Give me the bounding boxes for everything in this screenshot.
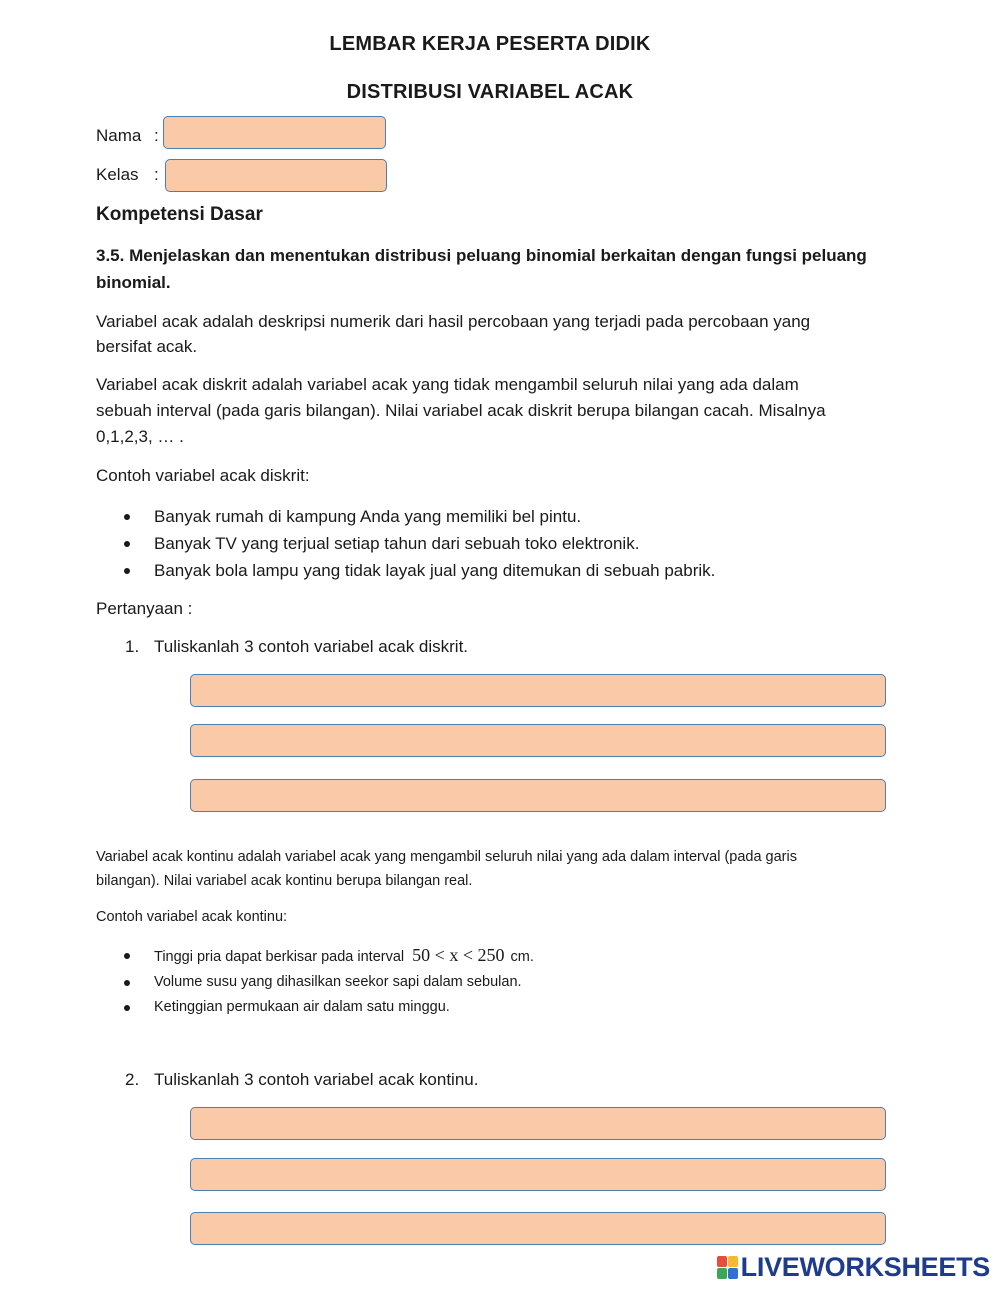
continuous-examples-heading: Contoh variabel acak kontinu: [96,909,288,925]
continuous-def-line-2: bilangan). Nilai variabel acak kontinu berupa bilangan real. [96,873,473,889]
intro-p1-line-1: Variabel acak adalah deskripsi numerik dari hasil percobaan yang terjadi pada percobaan yang [96,312,811,331]
competency-heading: Kompetensi Dasar [96,204,263,225]
q2-answer-2-input[interactable] [190,1158,886,1191]
intro-p1-line-2: bersifat acak. [96,337,198,356]
continuous-item-1-math: 50 < x < 250 [412,945,505,965]
liveworksheets-logo-icon [717,1256,739,1280]
name-label: Nama [96,126,142,145]
class-input[interactable] [165,159,387,192]
q1-answer-3-input[interactable] [190,779,886,812]
continuous-item-1-unit: cm. [510,949,534,965]
list-item: Volume susu yang dihasilkan seekor sapi dalam sebulan. [96,970,534,995]
list-item [96,943,534,970]
list-item: Banyak bola lampu yang tidak layak jual yang ditemukan di sebuah pabrik. [96,557,715,584]
class-label: Kelas [96,165,139,184]
name-colon: : [154,126,159,145]
list-item: Banyak TV yang terjual setiap tahun dari sebuah toko elektronik. [96,530,715,557]
q2-answer-1-input[interactable] [190,1107,886,1140]
intro-p2-line-1: Variabel acak diskrit adalah variabel acak yang tidak mengambil seluruh nilai yang ada dalam [96,375,799,394]
q1-answer-2-input[interactable] [190,724,886,757]
question-1-number: 1. [125,637,140,656]
q2-answer-3-input[interactable] [190,1212,886,1245]
question-2-number: 2. [125,1070,140,1089]
questions-heading: Pertanyaan : [96,599,193,618]
continuous-item-1-text: Tinggi pria dapat berkisar pada interval [154,949,405,965]
question-2-text: Tuliskanlah 3 contoh variabel acak kontinu. [154,1070,479,1089]
liveworksheets-logo-text: LIVEWORKSHEETS [740,1252,990,1282]
competency-line-1: 3.5. Menjelaskan dan menentukan distribusi peluang binomial berkaitan dengan fungsi peluang [96,246,867,265]
question-1-text: Tuliskanlah 3 contoh variabel acak diskrit. [154,637,469,656]
intro-p2-line-2: sebuah interval (pada garis bilangan). Nilai variabel acak diskrit berupa bilangan cacah. Misalnya [96,401,826,420]
continuous-def-line-1: Variabel acak kontinu adalah variabel acak yang mengambil seluruh nilai yang ada dalam interval (pada garis [96,849,797,865]
name-input[interactable] [163,116,386,149]
discrete-examples-heading: Contoh variabel acak diskrit: [96,466,310,485]
page-title: LEMBAR KERJA PESERTA DIDIK [329,33,651,55]
competency-line-2: binomial. [96,273,171,292]
class-colon: : [154,165,159,184]
list-item: Banyak rumah di kampung Anda yang memiliki bel pintu. [96,503,715,530]
continuous-examples-list [96,943,534,1020]
discrete-examples-list [96,503,715,584]
intro-p2-line-3: 0,1,2,3, … . [96,427,184,446]
list-item: Ketinggian permukaan air dalam satu minggu. [96,995,534,1020]
liveworksheets-logo [717,1252,990,1283]
q1-answer-1-input[interactable] [190,674,886,707]
page-subtitle: DISTRIBUSI VARIABEL ACAK [346,81,634,103]
